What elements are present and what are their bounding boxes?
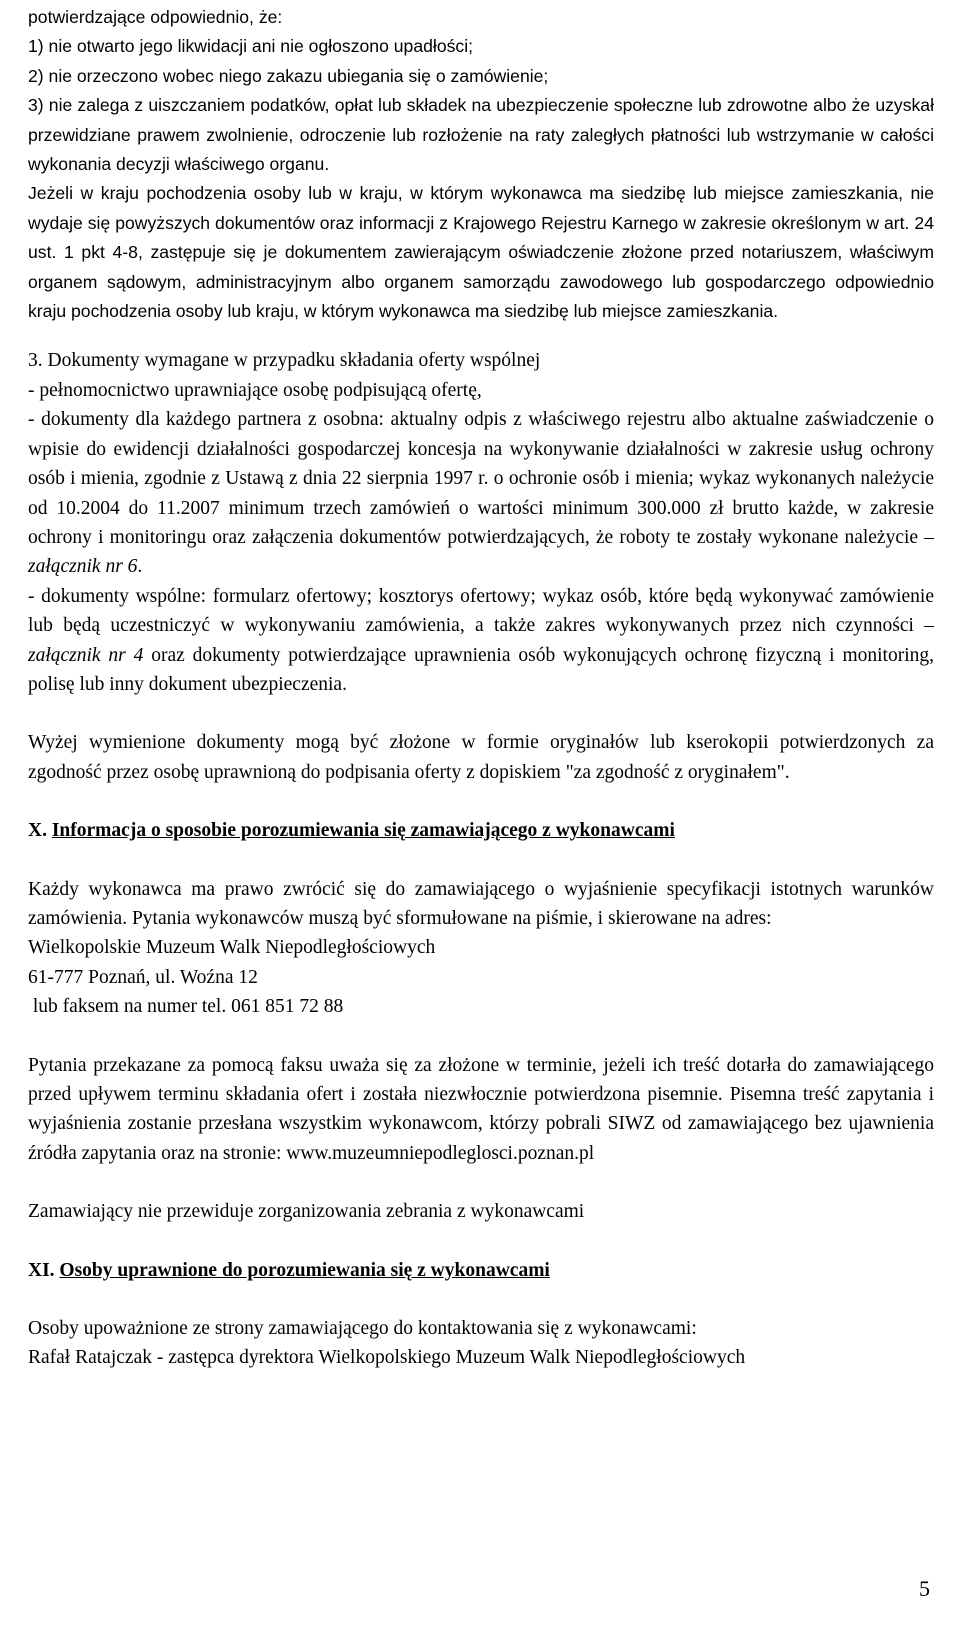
address-line-1: Wielkopolskie Muzeum Walk Niepodległościowych: [28, 937, 436, 959]
section-3-item-partner-documents: - dokumenty dla każdego partnera z osobna: aktualny odpis z właściwego rejestru albo aktualne zaświadczenie o wpisie do ewidencji działalności gospodarczej koncesja na wykonywanie działalności w zakresie usług ochrony osób i mienia, zgodnie z Ustawą z dnia 22 sierpnia 1997 r. o ochronie osób i mienia; wykaz wykonanych należycie od 10.2004 do 11.2007 minimum trzech zamówień o wartości minimum 300.000 zł brutto każde, w zakresie ochrony i monitoringu oraz załączenia dokumentów potwierdzających, że roboty te zostały wykonane należycie – załącznik nr 6.: [28, 409, 934, 578]
section-xi-paragraph-2: Rafał Ratajczak - zastępca dyrektora Wielkopolskiego Muzeum Walk Niepodległościowych: [28, 1347, 746, 1369]
section-3-item-power-of-attorney: - pełnomocnictwo uprawniające osobę podpisującą ofertę,: [28, 379, 482, 401]
list-item-1: 1) nie otwarto jego likwidacji ani nie ogłoszono upadłości;: [28, 36, 473, 57]
section-3-item-common-documents: - dokumenty wspólne: formularz ofertowy; kosztorys ofertowy; wykaz osób, które będą wykonywać zamówienie lub będą uczestniczyć w wykonywaniu zamówienia, a także zakres wykonywanych przez nich czynności – załącznik nr 4 oraz dokumenty potwierdzające uprawnienia osób wykonujących ochronę fizyczną i monitoring, polisę lub inny dokument ubezpieczenia.: [28, 585, 934, 695]
page-number: 5: [919, 1576, 930, 1601]
section-x-paragraph-2: Pytania przekazane za pomocą faksu uważa się za złożone w terminie, jeżeli ich treść dotarła do zamawiającego przed upływem terminu składania ofert i została niezwłocznie potwierdzona pisemnie. Pisemna treść zapytania i wyjaśnienia zostanie przesłana wszystkim wykonawcom, którzy pobrali SIWZ od zamawiającego bez ujawnienia źródła zapytania oraz na stronie: www.muzeumniepodleglosci.poznan.pl: [28, 1054, 934, 1164]
section-xi-paragraph-1: Osoby upoważnione ze strony zamawiającego do kontaktowania się z wykonawcami:: [28, 1318, 697, 1340]
section-x-paragraph-1: Każdy wykonawca ma prawo zwrócić się do zamawiającego o wyjaśnienie specyfikacji istotnych warunków zamówienia. Pytania wykonawców muszą być sformułowane na piśmie, i skierowane na adres:: [28, 878, 934, 929]
address-line-2: 61-777 Poznań, ul. Woźna 12: [28, 966, 258, 988]
intro-line: potwierdzające odpowiednio, że:: [28, 7, 283, 27]
fax-line: lub faksem na numer tel. 061 851 72 88: [28, 996, 344, 1018]
list-item-2: 2) nie orzeczono wobec niego zakazu ubiegania się o zamówienie;: [28, 65, 549, 86]
foreign-documents-paragraph: Jeżeli w kraju pochodzenia osoby lub w kraju, w którym wykonawca ma siedzibę lub miejsce zamieszkania, nie wydaje się powyższych dokumentów oraz informacji z Krajowego Rejestru Karnego w zakresie określonym w art. 24 ust. 1 pkt 4-8, zastępuje się je dokumentem zawierającym oświadczenie złożone przed notariuszem, właściwym organem sądowym, administracyjnym albo organem samorządu zawodowego lub gospodarczego odpowiednio kraju pochodzenia osoby lub kraju, w którym wykonawca ma siedzibę lub miejsce zamieszkania.: [28, 183, 934, 322]
section-xi-title: Osoby uprawnione do porozumiewania się z wykonawcami: [59, 1259, 550, 1281]
section-3-title: 3. Dokumenty wymagane w przypadku składania oferty wspólnej: [28, 350, 541, 372]
section-xi-number: XI.: [28, 1259, 60, 1281]
requirements-block: [28, 3, 934, 326]
section-3: [28, 346, 934, 699]
section-x-paragraph-3: Zamawiający nie przewiduje zorganizowania zebrania z wykonawcami: [28, 1201, 585, 1223]
section-x-heading: [28, 816, 934, 845]
section-x-title: Informacja o sposobie porozumiewania się zamawiającego z wykonawcami: [51, 820, 675, 842]
section-x-number: X.: [28, 820, 52, 842]
list-item-3: 3) nie zalega z uiszczaniem podatków, opłat lub składek na ubezpieczenie społeczne lub zdrowotne albo że uzyskał przewidziane prawem zwolnienie, odroczenie lub rozłożenie na raty zaległych płatności lub wstrzymanie w całości wykonania decyzji właściwego organu.: [28, 95, 934, 175]
attachment-4-reference: załącznik nr 4: [28, 644, 144, 666]
section-x: [28, 816, 934, 1226]
section-xi: [28, 1256, 934, 1373]
copies-paragraph: Wyżej wymienione dokumenty mogą być złożone w formie oryginałów lub kserokopii potwierdzonych za zgodność przez osobę uprawnioną do podpisania oferty z dopiskiem "za zgodność z oryginałem".: [28, 732, 934, 783]
section-xi-heading: [28, 1256, 934, 1285]
attachment-6-reference: załącznik nr 6: [28, 556, 138, 578]
